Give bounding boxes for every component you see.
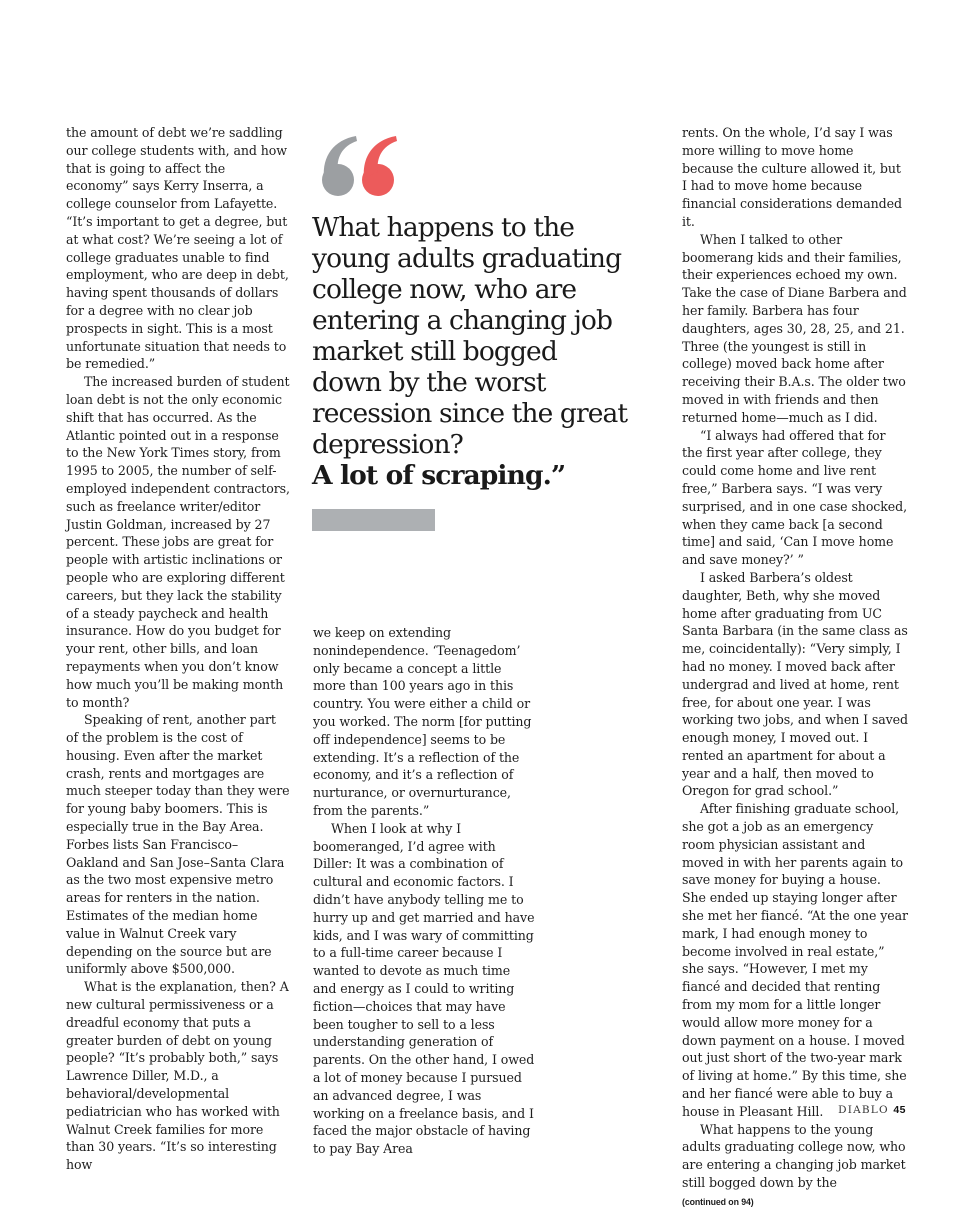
pull-quote-divider (312, 509, 435, 531)
paragraph-last (682, 1121, 908, 1212)
page-number: 45 (893, 1104, 906, 1116)
pull-quote-body: What happens to the young adults graduating college now, who are entering a changing job market still bogged down by the worst recession since the great depression? (312, 212, 628, 460)
paragraph: After finishing graduate school, she got a job as an emergency room physician assistant and moved in with her parents again to save money for buying a house. She ended up staying longer after she met her fiancé. “At the one year mark, I had enough money to become involved in real estate,” she says. “However, I met my fiancé and decided that renting from my mom for a little longer would allow more money for a down payment on a house. I moved out just short of the two-year mark of living at home.” By this time, she and her fiancé were able to buy a house in Pleasant Hill. (682, 801, 908, 1119)
paragraph: rents. On the whole, I’d say I was more willing to move home because the culture allowed it, but I had to move home because financial considerations demanded it. (682, 125, 902, 229)
magazine-name: DIABLO (838, 1104, 889, 1116)
paragraph: we keep on extending nonindependence. ‘Teenagedom’ only became a concept a little more than 100 years ago in this country. You were either a child or you worked. The norm [for putting off independence] seems to be extending. It’s a reflection of the economy, and it’s a reflection of nurturance, or overnurturance, from the parents.” (313, 625, 532, 818)
paragraph: When I look at why I boomeranged, I’d agree with Diller: It was a combination of cultural and economic factors. I didn’t have anybody telling me to hurry up and get married and have kids, and I was wary of committing to a full-time career because I wanted to devote as much time and energy as I could to writing fiction—choices that may have been tougher to sell to a less understanding generation of parents. On the other hand, I owed a lot of money because I pursued an advanced degree, I was working on a freelance basis, and I faced the major obstacle of having to pay Bay Area (313, 820, 535, 1157)
pull-quote-text (312, 212, 632, 491)
paragraph: What is the explanation, then? A new cultural permissiveness or a dreadful economy that puts a greater burden of debt on young people? “It’s probably both,” says Lawrence Diller, M.D., a behavioral/developmental pediatrician who has worked with Walnut Creek families for more than 30 years. “It’s so interesting how (66, 979, 289, 1173)
article-column-left (66, 124, 290, 1174)
paragraph: The increased burden of student loan debt is not the only economic shift that has occurred. As the Atlantic pointed out in a response to the New York Times story, from 1995 to 2005, the number of self-employed independent contractors, such as freelance writer/editor Justin Goldman, increased by 27 percent. These jobs are great for people with artistic inclinations or people who are exploring different careers, but they lack the stability of a steady paycheck and health insurance. How do you budget for your rent, other bills, and loan repayments when you don’t know how much you’ll be making month to month? (66, 374, 290, 710)
article-column-middle (313, 624, 535, 1158)
paragraph: Speaking of rent, another part of the problem is the cost of housing. Even after the market crash, rents and mortgages are much steeper today than they were for young baby boomers. This is especially true in the Bay Area. Forbes lists San Francisco–Oakland and San Jose–Santa Clara as the two most expensive metro areas for renters in the nation. Estimates of the median home value in Walnut Creek vary depending on the source but are uniformly above $500,000. (66, 712, 290, 977)
paragraph: the amount of debt we’re saddling our college students with, and how that is going to affect the economy” says Kerry Inserra, a college counselor from Lafayette. “It’s important to get a degree, but at what cost? We’re seeing a lot of college graduates unable to find employment, who are deep in debt, having spent thousands of dollars for a degree with no clear job prospects in sight. This is a most unfortunate situation that needs to be remedied.” (66, 125, 289, 372)
paragraph-text: What happens to the young adults graduating college now, who are entering a changing job market still bogged down by the (682, 1121, 906, 1191)
continued-label: (continued on 94) (682, 1196, 754, 1207)
article-column-right (682, 124, 908, 1212)
paragraph: When I talked to other boomerang kids and their families, their experiences echoed my own. Take the case of Diane Barbera and her family. Barbera has four daughters, ages 30, 28, 25, and 21. Three (the youngest is still in college) moved back home after receiving their B.A.s. The older two moved in with friends and then returned home—much as I did. (682, 231, 907, 425)
paragraph: “I always had offered that for the first year after college, they could come home and live rent free,” Barbera says. “I was very surprised, and in one case shocked, when they came back [a second time] and said, ‘Can I move home and save money?’ ” (682, 427, 908, 568)
pull-quote-emphasis: A lot of scraping.” (312, 460, 566, 491)
page-footer (838, 1104, 906, 1116)
paragraph: I asked Barbera’s oldest daughter, Beth, why she moved home after graduating from UC Santa Barbara (in the same class as me, coincidentally): “Very simply, I had no money. I moved back after undergrad and lived at home, rent free, for about one year. I was working two jobs, and when I saved enough money, I moved out. I rented an apartment for about a year and a half, then moved to Oregon for grad school.” (682, 569, 908, 799)
quote-mark-icon (312, 128, 412, 208)
